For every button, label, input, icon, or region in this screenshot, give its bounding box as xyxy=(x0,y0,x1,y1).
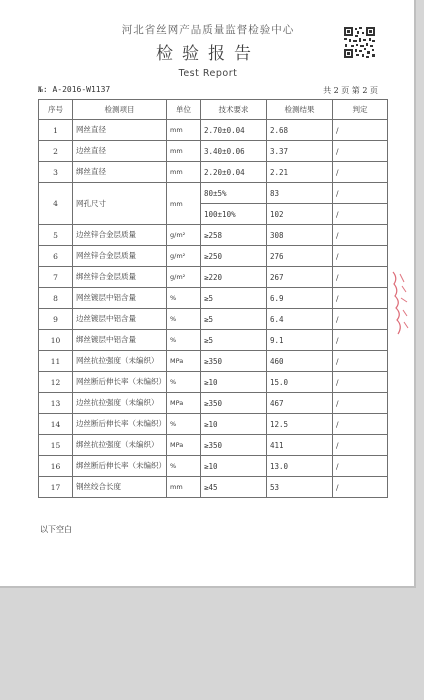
cell-requirement: ≥10 xyxy=(201,414,267,435)
cell-no: 4 xyxy=(39,183,73,225)
cell-no: 7 xyxy=(39,267,73,288)
cell-requirement: 2.20±0.04 xyxy=(201,162,267,183)
cell-unit: mm xyxy=(167,120,201,141)
cell-requirement: ≥258 xyxy=(201,225,267,246)
column-header-item: 检测项目 xyxy=(73,100,167,120)
table-row xyxy=(39,393,388,414)
cell-no: 11 xyxy=(39,351,73,372)
cell-unit: g/m² xyxy=(167,225,201,246)
cell-judgement: / xyxy=(333,477,388,498)
cell-unit: % xyxy=(167,309,201,330)
table-row xyxy=(39,225,388,246)
cell-item: 网丝断后伸长率（未编织） xyxy=(73,372,167,393)
table-row xyxy=(39,267,388,288)
cell-requirement: ≥5 xyxy=(201,288,267,309)
cell-item: 边丝锌合金层质量 xyxy=(73,225,167,246)
table-row xyxy=(39,414,388,435)
cell-result: 3.37 xyxy=(267,141,333,162)
cell-result: 308 xyxy=(267,225,333,246)
cell-result: 2.68 xyxy=(267,120,333,141)
cell-result: 6.4 xyxy=(267,309,333,330)
table-row xyxy=(39,351,388,372)
table-row xyxy=(39,477,388,498)
cell-item: 网孔尺寸 xyxy=(73,183,167,225)
column-header-unit: 单位 xyxy=(167,100,201,120)
column-header-requirement: 技术要求 xyxy=(201,100,267,120)
cell-unit: mm xyxy=(167,162,201,183)
cell-unit: mm xyxy=(167,141,201,162)
cell-judgement: / xyxy=(333,351,388,372)
cell-item: 网丝抗拉强度（未编织） xyxy=(73,351,167,372)
cell-requirement: 2.70±0.04 xyxy=(201,120,267,141)
cell-no: 2 xyxy=(39,141,73,162)
cell-unit: g/m² xyxy=(167,246,201,267)
cell-no: 9 xyxy=(39,309,73,330)
cell-unit: % xyxy=(167,414,201,435)
cell-item: 网丝锌合金层质量 xyxy=(73,246,167,267)
cell-judgement: / xyxy=(333,309,388,330)
cell-unit: % xyxy=(167,456,201,477)
cell-result: 83 xyxy=(267,183,333,204)
seal-stamp xyxy=(389,268,411,338)
report-title: 检验报告 xyxy=(156,44,260,64)
cell-item: 绑丝抗拉强度（未编织） xyxy=(73,435,167,456)
cell-no: 6 xyxy=(39,246,73,267)
cell-unit: % xyxy=(167,372,201,393)
cell-requirement: 80±5% xyxy=(201,183,267,204)
cell-result: 13.0 xyxy=(267,456,333,477)
cell-unit: g/m² xyxy=(167,267,201,288)
cell-requirement: 100±10% xyxy=(201,204,267,225)
column-header-no: 序号 xyxy=(39,100,73,120)
cell-unit: MPa xyxy=(167,393,201,414)
table-row xyxy=(39,435,388,456)
cell-judgement: / xyxy=(333,141,388,162)
cell-unit: % xyxy=(167,330,201,351)
cell-judgement: / xyxy=(333,162,388,183)
cell-requirement: ≥220 xyxy=(201,267,267,288)
cell-judgement: / xyxy=(333,393,388,414)
report-number: №: A-2016-W1137 xyxy=(38,85,111,94)
cell-judgement: / xyxy=(333,414,388,435)
cell-requirement: ≥250 xyxy=(201,246,267,267)
cell-result: 15.0 xyxy=(267,372,333,393)
cell-judgement: / xyxy=(333,372,388,393)
results-table xyxy=(38,99,388,498)
cell-unit: mm xyxy=(167,183,201,225)
cell-requirement: ≥350 xyxy=(201,351,267,372)
cell-requirement: ≥5 xyxy=(201,330,267,351)
cell-item: 钢丝绞合长度 xyxy=(73,477,167,498)
table-row xyxy=(39,162,388,183)
cell-no: 8 xyxy=(39,288,73,309)
cell-unit: % xyxy=(167,288,201,309)
cell-result: 102 xyxy=(267,204,333,225)
cell-unit: MPa xyxy=(167,435,201,456)
cell-judgement: / xyxy=(333,120,388,141)
cell-no: 15 xyxy=(39,435,73,456)
cell-unit: mm xyxy=(167,477,201,498)
issuing-organization: 河北省丝网产品质量监督检验中心 xyxy=(121,24,295,36)
cell-requirement: ≥45 xyxy=(201,477,267,498)
table-row xyxy=(39,288,388,309)
cell-judgement: / xyxy=(333,246,388,267)
cell-result: 467 xyxy=(267,393,333,414)
cell-item: 绑丝直径 xyxy=(73,162,167,183)
qr-code-icon xyxy=(343,26,376,59)
cell-judgement: / xyxy=(333,288,388,309)
cell-item: 绑丝断后伸长率（未编织） xyxy=(73,456,167,477)
table-row xyxy=(39,120,388,141)
cell-item: 网丝直径 xyxy=(73,120,167,141)
cell-item: 边丝抗拉强度（未编织） xyxy=(73,393,167,414)
cell-requirement: ≥10 xyxy=(201,456,267,477)
cell-requirement: ≥5 xyxy=(201,309,267,330)
column-header-result: 检测结果 xyxy=(267,100,333,120)
cell-unit: MPa xyxy=(167,351,201,372)
cell-no: 10 xyxy=(39,330,73,351)
table-row xyxy=(39,246,388,267)
cell-result: 460 xyxy=(267,351,333,372)
table-row xyxy=(39,183,388,204)
cell-result: 267 xyxy=(267,267,333,288)
cell-requirement: 3.40±0.06 xyxy=(201,141,267,162)
cell-result: 411 xyxy=(267,435,333,456)
cell-item: 绑丝镀层中铝含量 xyxy=(73,330,167,351)
cell-no: 3 xyxy=(39,162,73,183)
cell-judgement: / xyxy=(333,204,388,225)
cell-no: 14 xyxy=(39,414,73,435)
table-row xyxy=(39,456,388,477)
column-header-judgement: 判定 xyxy=(333,100,388,120)
cell-judgement: / xyxy=(333,267,388,288)
cell-requirement: ≥350 xyxy=(201,393,267,414)
cell-no: 16 xyxy=(39,456,73,477)
cell-judgement: / xyxy=(333,330,388,351)
cell-result: 2.21 xyxy=(267,162,333,183)
cell-judgement: / xyxy=(333,435,388,456)
cell-requirement: ≥10 xyxy=(201,372,267,393)
cell-result: 276 xyxy=(267,246,333,267)
cell-no: 12 xyxy=(39,372,73,393)
table-row xyxy=(39,141,388,162)
page-indicator: 共 2 页 第 2 页 xyxy=(323,86,378,95)
table-row xyxy=(39,309,388,330)
table-row xyxy=(39,372,388,393)
end-of-data-note: 以下空白 xyxy=(40,525,72,534)
cell-requirement: ≥350 xyxy=(201,435,267,456)
cell-no: 5 xyxy=(39,225,73,246)
cell-judgement: / xyxy=(333,183,388,204)
cell-item: 边丝镀层中铝含量 xyxy=(73,309,167,330)
cell-result: 12.5 xyxy=(267,414,333,435)
cell-item: 边丝断后伸长率（未编织） xyxy=(73,414,167,435)
cell-judgement: / xyxy=(333,225,388,246)
cell-no: 13 xyxy=(39,393,73,414)
cell-result: 9.1 xyxy=(267,330,333,351)
cell-result: 53 xyxy=(267,477,333,498)
report-subtitle: Test Report xyxy=(178,68,238,79)
cell-item: 网丝镀层中铝含量 xyxy=(73,288,167,309)
table-row xyxy=(39,330,388,351)
table-header-row xyxy=(39,100,388,120)
cell-item: 边丝直径 xyxy=(73,141,167,162)
cell-item: 绑丝锌合金层质量 xyxy=(73,267,167,288)
cell-result: 6.9 xyxy=(267,288,333,309)
cell-no: 17 xyxy=(39,477,73,498)
cell-judgement: / xyxy=(333,456,388,477)
cell-no: 1 xyxy=(39,120,73,141)
